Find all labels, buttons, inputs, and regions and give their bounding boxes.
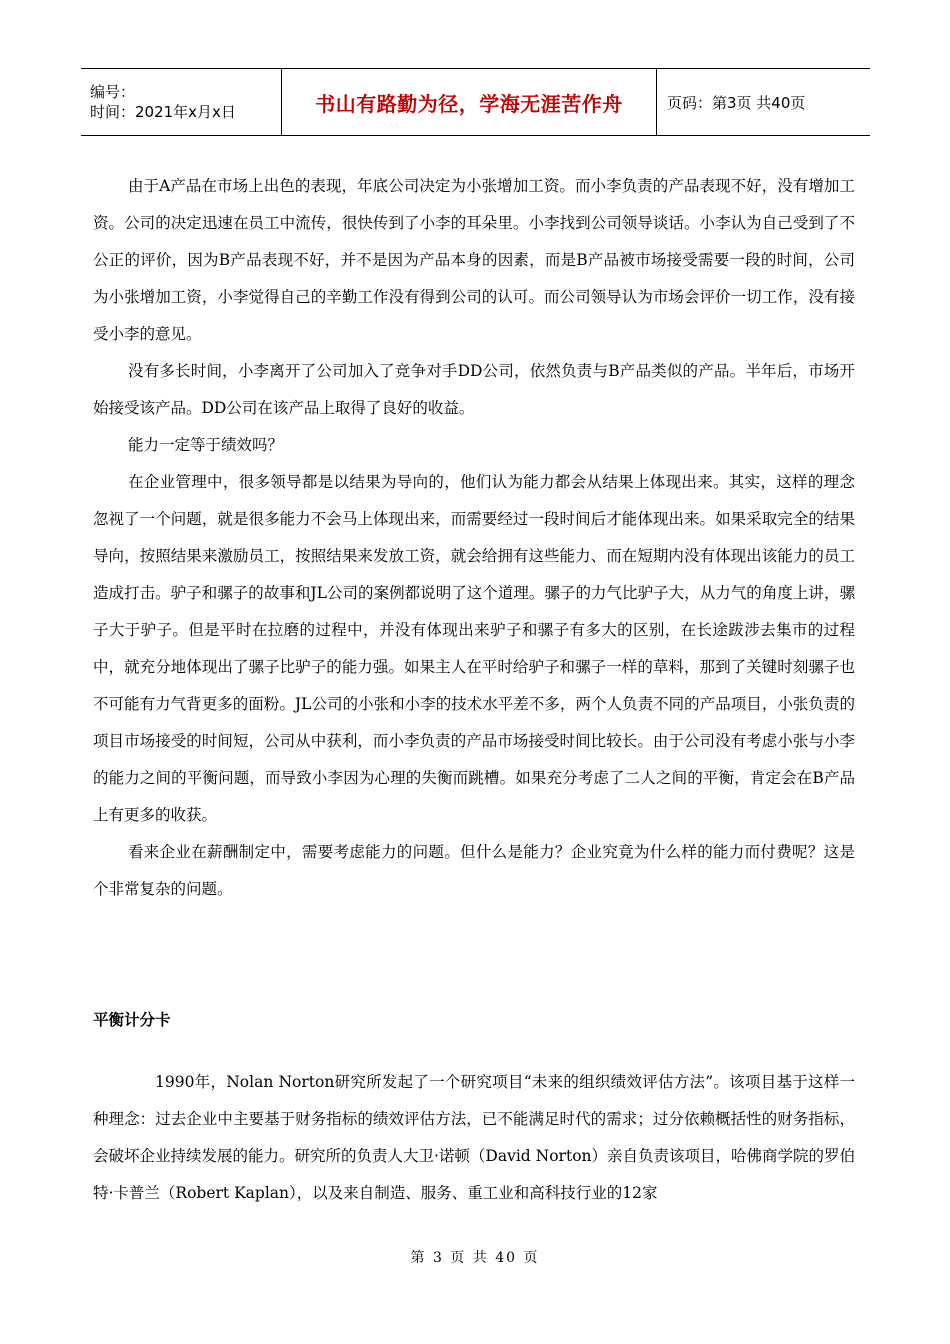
paragraph: 看来企业在薪酬制定中，需要考虑能力的问题。但什么是能力？企业究竟为什么样的能力而付费呢？这是个非常复杂的问题。 xyxy=(93,843,855,898)
header-motto-cell xyxy=(282,69,657,135)
document-time: 时间：2021年x月x日 xyxy=(90,103,236,121)
section-body xyxy=(93,1064,855,1212)
paragraph: 由于A产品在市场上出色的表现，年底公司决定为小张增加工资。而小李负责的产品表现不好，没有增加工资。公司的决定迅速在员工中流传，很快传到了小李的耳朵里。小李找到公司领导谈话。小李认为自己受到了不公正的评价，因为B产品表现不好，并不是因为产品本身的因素，而是B产品被市场接受需要一段的时间，公司为小张增加工资，小李觉得自己的辛勤工作没有得到公司的认可。而公司领导认为市场会评价一切工作，没有接受小李的意见。 xyxy=(93,177,855,343)
section-heading: 平衡计分卡 xyxy=(93,1011,171,1029)
page-footer: 第 3 页 共 40 页 xyxy=(410,1250,540,1266)
header-meta xyxy=(81,69,282,135)
paragraph-question: 能力一定等于绩效吗？ xyxy=(128,436,284,454)
document-number: 编号： xyxy=(90,83,136,101)
paragraph: 没有多长时间，小李离开了公司加入了竞争对手DD公司，依然负责与B产品类似的产品。半年后，市场开始接受该产品。DD公司在该产品上取得了良好的收益。 xyxy=(93,362,855,417)
header-motto: 书山有路勤为径，学海无涯苦作舟 xyxy=(315,91,623,116)
paragraph: 在企业管理中，很多领导都是以结果为导向的，他们认为能力都会从结果上体现出来。其实，这样的理念忽视了一个问题，就是很多能力不会马上体现出来，而需要经过一段时间后才能体现出来。如果采取完全的结果导向，按照结果来激励员工，按照结果来发放工资，就会给拥有这些能力、而在短期内没有体现出该能力的员工造成打击。驴子和骡子的故事和JL公司的案例都说明了这个道理。骡子的力气比驴子大，从力气的角度上讲，骡子大于驴子。但是平时在拉磨的过程中，并没有体现出来驴子和骡子有多大的区别，在长途跋涉去集市的过程中，就充分地体现出了骡子比驴子的能力强。如果主人在平时给驴子和骡子一样的草料，那到了关键时刻骡子也不可能有力气背更多的面粉。JL公司的小张和小李的技术水平差不多，两个人负责不同的产品项目，小张负责的项目市场接受的时间短，公司从中获利，而小李负责的产品市场接受时间比较长。由于公司没有考虑小张与小李的能力之间的平衡问题，而导致小李因为心理的失衡而跳槽。如果充分考虑了二人之间的平衡，肯定会在B产品上有更多的收获。 xyxy=(93,473,855,824)
header-page-info-cell xyxy=(657,69,870,135)
header-page-info: 页码：第3页 共40页 xyxy=(667,93,806,112)
body-text xyxy=(93,168,855,908)
page-header xyxy=(81,68,870,136)
paragraph: 1990年，Nolan Norton研究所发起了一个研究项目“未来的组织绩效评估方法”。该项目基于这样一种理念：过去企业中主要基于财务指标的绩效评估方法，已不能满足时代的需求；过分依赖概括性的财务指标，会破坏企业持续发展的能力。研究所的负责人大卫·诺顿（David Norton）亲自负责该项目，哈佛商学院的罗伯特·卡普兰（Robert Kaplan），以及来自制造、服务、重工业和高科技行业的12家 xyxy=(93,1073,856,1202)
